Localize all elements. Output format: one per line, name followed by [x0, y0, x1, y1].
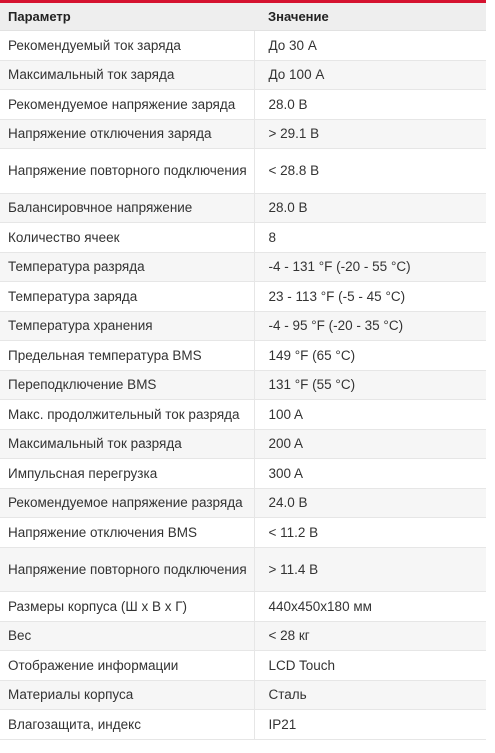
table-row [0, 341, 486, 371]
table-body [0, 31, 486, 740]
value-cell: < 28 кг [254, 621, 486, 651]
table-row [0, 370, 486, 400]
param-cell: Макс. продолжительный ток разряда [0, 400, 254, 430]
value-cell: 8 [254, 223, 486, 253]
param-cell: Напряжение отключения BMS [0, 518, 254, 548]
param-cell: Температура заряда [0, 282, 254, 312]
param-cell: Максимальный ток разряда [0, 429, 254, 459]
param-cell: Балансировчное напряжение [0, 193, 254, 223]
param-cell: Напряжение отключения заряда [0, 119, 254, 149]
param-cell: Напряжение повторного подключения [0, 547, 254, 592]
table-row [0, 31, 486, 61]
param-cell: Рекомендуемое напряжение заряда [0, 90, 254, 120]
param-cell: Импульсная перегрузка [0, 459, 254, 489]
param-cell: Переподключение BMS [0, 370, 254, 400]
value-cell: 300 A [254, 459, 486, 489]
table-row [0, 60, 486, 90]
value-cell: 440x450x180 мм [254, 592, 486, 622]
header-param: Параметр [0, 2, 254, 31]
value-cell: LCD Touch [254, 651, 486, 681]
param-cell: Максимальный ток заряда [0, 60, 254, 90]
param-cell: Рекомендуемое напряжение разряда [0, 488, 254, 518]
table-row [0, 149, 486, 194]
value-cell: 28.0 В [254, 193, 486, 223]
value-cell: -4 - 95 °F (-20 - 35 °C) [254, 311, 486, 341]
table-row [0, 547, 486, 592]
table-row [0, 311, 486, 341]
value-cell: 131 °F (55 °C) [254, 370, 486, 400]
table-row [0, 119, 486, 149]
header-value: Значение [254, 2, 486, 31]
table-row [0, 193, 486, 223]
table-row [0, 429, 486, 459]
param-cell: Количество ячеек [0, 223, 254, 253]
table-row [0, 680, 486, 710]
param-cell: Температура разряда [0, 252, 254, 282]
table-row [0, 282, 486, 312]
table-row [0, 400, 486, 430]
table-header [0, 2, 486, 31]
table-row [0, 488, 486, 518]
table-row [0, 459, 486, 489]
value-cell: > 29.1 В [254, 119, 486, 149]
value-cell: < 28.8 В [254, 149, 486, 194]
param-cell: Предельная температура BMS [0, 341, 254, 371]
value-cell: 24.0 В [254, 488, 486, 518]
value-cell: IP21 [254, 710, 486, 740]
table-row [0, 90, 486, 120]
param-cell: Размеры корпуса (Ш х В х Г) [0, 592, 254, 622]
value-cell: > 11.4 В [254, 547, 486, 592]
table-row [0, 710, 486, 740]
value-cell: 23 - 113 °F (-5 - 45 °C) [254, 282, 486, 312]
param-cell: Температура хранения [0, 311, 254, 341]
table-row [0, 223, 486, 253]
table-row [0, 518, 486, 548]
param-cell: Рекомендуемый ток заряда [0, 31, 254, 61]
param-cell: Отображение информации [0, 651, 254, 681]
value-cell: < 11.2 В [254, 518, 486, 548]
value-cell: 100 A [254, 400, 486, 430]
header-row [0, 2, 486, 31]
value-cell: 149 °F (65 °C) [254, 341, 486, 371]
table-row [0, 651, 486, 681]
value-cell: 200 A [254, 429, 486, 459]
param-cell: Материалы корпуса [0, 680, 254, 710]
table-row [0, 592, 486, 622]
value-cell: До 100 А [254, 60, 486, 90]
param-cell: Влагозащита, индекс [0, 710, 254, 740]
table-row [0, 252, 486, 282]
table-row [0, 621, 486, 651]
value-cell: 28.0 В [254, 90, 486, 120]
param-cell: Вес [0, 621, 254, 651]
param-cell: Напряжение повторного подключения [0, 149, 254, 194]
value-cell: -4 - 131 °F (-20 - 55 °C) [254, 252, 486, 282]
value-cell: Сталь [254, 680, 486, 710]
value-cell: До 30 А [254, 31, 486, 61]
